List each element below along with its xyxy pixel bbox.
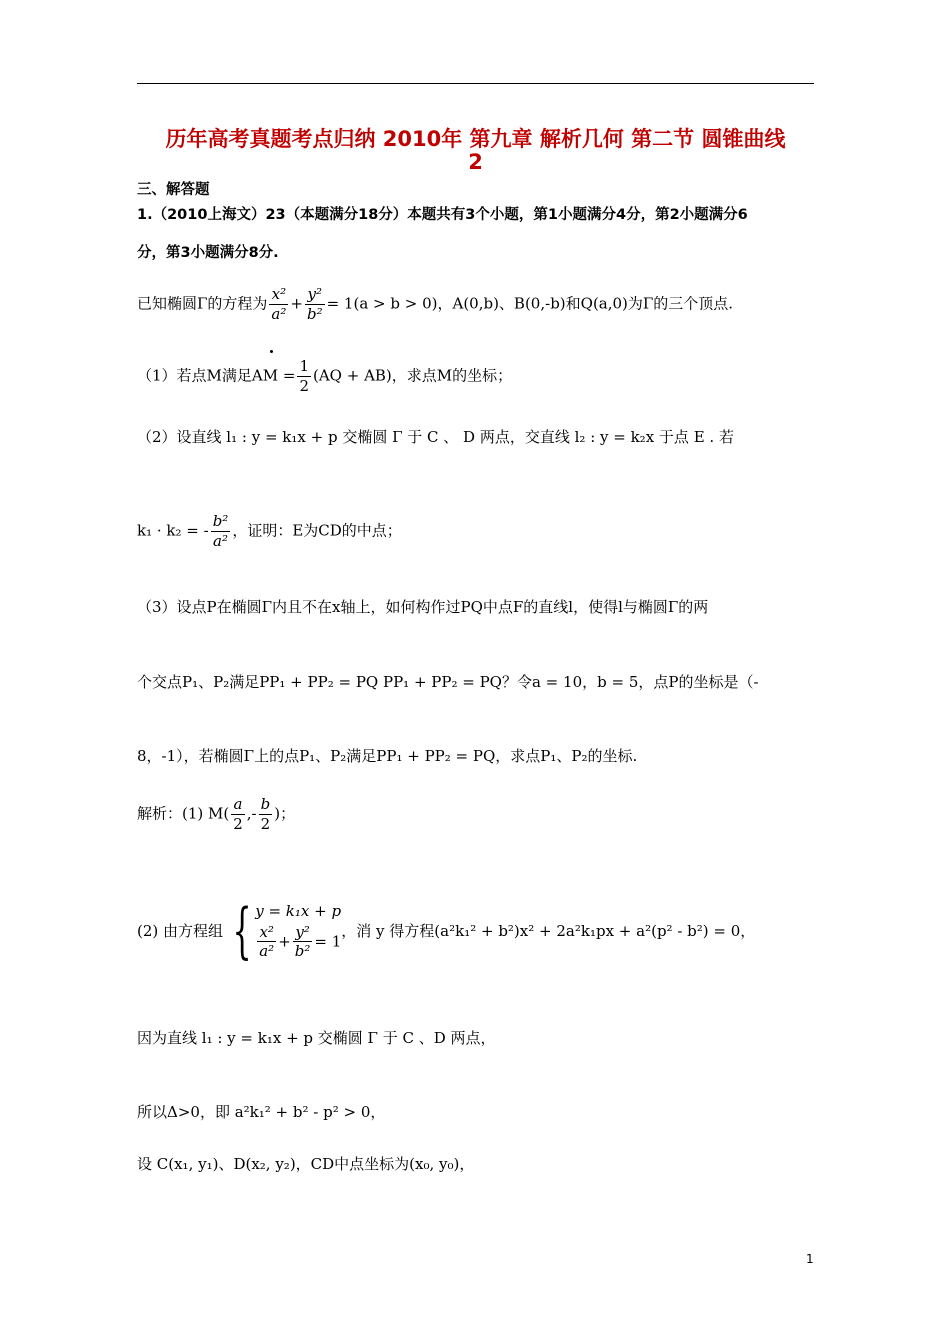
solution-discriminant: 所以Δ>0，即 a²k₁² + b² - p² > 0，	[137, 1103, 386, 1121]
fraction-x2-a2: $\frac{\text{x²}}{\text{a²}}$	[271, 285, 287, 323]
page-number: 1	[806, 1252, 814, 1266]
part3-statement-line2: 个交点P₁、P₂满足PP₁ + PP₂ = PQ PP₁ + PP₂ = PQ？令a = 10，b = 5，点P的坐标是（-	[137, 673, 759, 691]
fraction-a-2: $\frac{a}{2}$	[233, 795, 243, 833]
part3-statement-line1: （3）设点P在椭圆Γ内且不在x轴上，如何构作过PQ中点F的直线l，使得l与椭圆Γ的两	[137, 598, 709, 616]
question-header-line1: 1.（2010上海文）23（本题满分18分）本题共有3个小题，第1小题满分4分，第2小题满分6	[137, 207, 748, 223]
given-statement: 已知椭圆Γ的方程为 $\frac{\text{x²}}{\text{a²}}$ + $\frac{\text{y²}}{\text{b²}}$ = 1(a > b > 0)，A(0,b)、B(0,-b)和Q(a,0)为Γ的三个顶点.	[137, 285, 734, 323]
part1-statement: （1）若点M满足AM = $\frac{1}{2}$ (AQ + AB)，求点M的坐标；	[137, 357, 513, 395]
fraction-one-half: $\frac{1}{2}$	[299, 357, 309, 395]
solution-part2: (2) 由方程组 { y = k₁x + p $\frac{\text{x²}}{\text{a²}}$ + $\frac{\text{y²}}{\text{b²}}$ = 1 ，消 y 得方程(a²k₁² + b²)x² + 2a²k₁px + a²(p² - b²) = 0，	[137, 895, 756, 966]
fraction-y2-b2: $\frac{\text{y²}}{\text{b²}}$	[306, 285, 323, 323]
part2-statement: （2）设直线 l₁ : y = k₁x + p 交椭圆 Γ 于 C 、 D 两点，交直线 l₂ : y = k₂x 于点 E . 若	[137, 428, 734, 446]
solution-part1: 解析：(1) M( $\frac{a}{2}$ ,- $\frac{b}{2}$ )；	[137, 795, 296, 833]
solution-let-points: 设 C(x₁, y₁)、D(x₂, y₂)，CD中点坐标为(x₀, y₀)，	[137, 1155, 475, 1173]
equation-system: y = k₁x + p $\frac{\text{x²}}{\text{a²}}$ + $\frac{\text{y²}}{\text{b²}}$ = 1	[255, 902, 342, 961]
fraction-b2-a2: $\frac{\text{b²}}{\text{a²}}$	[212, 512, 229, 550]
part2-condition: k₁ · k₂ = - $\frac{\text{b²}}{\text{a²}}$ ，证明：E为CD的中点；	[137, 512, 402, 550]
solution-because: 因为直线 l₁ : y = k₁x + p 交椭圆 Γ 于 C 、D 两点，	[137, 1029, 496, 1047]
page-title: 历年高考真题考点归纳 2010年 第九章 解析几何 第二节 圆锥曲线	[165, 127, 786, 151]
section-heading: 三、解答题	[137, 182, 210, 198]
question-header-line2: 分，第3小题满分8分.	[137, 245, 279, 261]
system-brace: {	[232, 895, 252, 966]
header-rule	[137, 83, 814, 84]
page-title-continued: 2	[468, 150, 483, 174]
fraction-b-2: $\frac{b}{2}$	[260, 795, 271, 833]
vector-mark	[270, 350, 273, 353]
part3-statement-line3: 8，-1），若椭圆Γ上的点P₁、P₂满足PP₁ + PP₂ = PQ，求点P₁、P₂的坐标.	[137, 747, 638, 765]
